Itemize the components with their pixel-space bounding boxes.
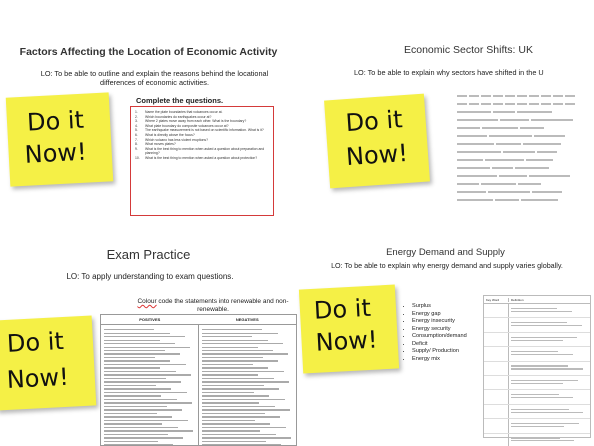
statement-line	[202, 416, 280, 417]
worksheet-cell	[469, 103, 479, 105]
question-number: 5.	[135, 128, 138, 133]
worksheet-cell	[489, 135, 532, 137]
definition-line	[511, 365, 568, 366]
learning-objective: LO: To apply understanding to exam questions.	[66, 272, 234, 281]
statement-line	[104, 353, 180, 354]
worksheet-cell	[541, 95, 551, 97]
statement-line	[104, 444, 173, 445]
worksheet-cell	[499, 175, 527, 177]
definition-line	[511, 340, 563, 341]
statement-line	[104, 371, 176, 372]
worksheet-cell	[531, 119, 573, 121]
statements-table	[100, 314, 297, 446]
definition-cell	[509, 333, 590, 346]
negatives-column	[198, 325, 296, 446]
worksheet-cell	[529, 95, 539, 97]
question-number: 8.	[135, 142, 138, 147]
worksheet-row	[457, 140, 592, 148]
statement-line	[202, 441, 266, 442]
statement-line	[202, 347, 258, 348]
worksheet-row	[457, 172, 592, 180]
statement-line	[202, 413, 265, 414]
instruction-word: Colour	[137, 298, 157, 305]
worksheet-cell	[457, 191, 486, 193]
question-number: 2.	[135, 114, 138, 119]
definition-row	[484, 405, 590, 419]
worksheet-cell	[565, 95, 575, 97]
statement-line	[104, 347, 190, 348]
worksheet-cell	[481, 95, 491, 97]
definition-row	[484, 434, 590, 446]
statement-line	[202, 434, 276, 435]
learning-objective: LO: To be able to outline and explain the reasons behind the locational differences of economic activities.	[40, 69, 269, 87]
statement-line	[104, 409, 182, 410]
sticky-note	[299, 285, 399, 374]
statement-line	[202, 437, 291, 438]
definition-cell	[509, 390, 590, 403]
statement-line	[104, 329, 154, 330]
definition-line	[511, 394, 559, 395]
definition-line	[511, 397, 573, 398]
statement-line	[104, 395, 161, 396]
statement-line	[202, 360, 278, 361]
statement-line	[104, 385, 156, 386]
worksheet-cell	[457, 183, 479, 185]
worksheet-row	[457, 100, 592, 108]
worksheet-cell	[457, 175, 497, 177]
worksheet-cell	[505, 95, 515, 97]
question-text: Where 2 plates move away from each other. What is the boundary?	[145, 119, 247, 124]
sticky-note-line2: Now!	[345, 138, 409, 172]
worksheet-cell	[457, 151, 501, 153]
definition-cell	[509, 405, 590, 418]
key-word-cell	[484, 347, 509, 360]
statement-line	[104, 336, 185, 337]
statement-line	[202, 430, 260, 431]
key-term-item: • Energy mix	[412, 356, 467, 364]
worksheet-cell	[488, 191, 530, 193]
worksheet-row	[457, 196, 592, 204]
worksheet-cell	[457, 111, 491, 113]
key-word-cell	[484, 318, 509, 331]
header-negatives: NEGATIVES	[235, 317, 259, 322]
definition-line	[511, 380, 578, 381]
key-word-cell	[484, 434, 509, 446]
definitions-table	[483, 295, 591, 438]
worksheet-cell	[493, 95, 503, 97]
statement-line	[104, 402, 192, 403]
definition-row	[484, 304, 590, 318]
statement-line	[104, 343, 175, 344]
statement-line	[202, 329, 262, 330]
definition-line	[511, 426, 564, 427]
question-number: 4.	[135, 123, 138, 128]
definition-row	[484, 318, 590, 332]
definition-line	[511, 311, 572, 312]
worksheet-row	[457, 180, 592, 188]
statement-line	[202, 340, 268, 341]
question-box	[130, 106, 274, 216]
question-number: 9.	[135, 146, 138, 151]
slide-title: Energy Demand and Supply	[386, 247, 505, 258]
statement-line	[104, 427, 178, 428]
slide-sector-shifts[interactable]	[297, 0, 594, 223]
worksheet-cell	[526, 159, 553, 161]
table-body	[484, 304, 590, 446]
key-word-cell	[484, 405, 509, 418]
statement-line	[202, 423, 270, 424]
worksheet-row	[457, 148, 592, 156]
worksheet-cell	[457, 95, 467, 97]
statement-line	[202, 427, 286, 428]
key-term-item: • Energy security	[412, 326, 467, 334]
worksheet-cell	[457, 143, 494, 145]
definition-row	[484, 376, 590, 390]
statement-line	[104, 378, 166, 379]
worksheet-row	[457, 124, 592, 132]
statement-line	[104, 333, 170, 334]
question-item	[135, 156, 269, 161]
statement-line	[104, 437, 183, 438]
colour-code-instruction	[128, 298, 297, 314]
key-word-cell	[484, 390, 509, 403]
worksheet-cell	[457, 119, 498, 121]
question-text: Which volcano has less violent eruptions?	[145, 137, 208, 142]
statement-line	[202, 371, 284, 372]
statement-line	[202, 343, 283, 344]
worksheet-cell	[457, 127, 480, 129]
header-definition: Definition	[511, 297, 524, 302]
definition-line	[511, 423, 579, 424]
sticky-note-line1: Do it	[26, 105, 85, 137]
question-number: 3.	[135, 119, 138, 124]
statement-line	[202, 381, 289, 382]
worksheet-cell	[481, 183, 516, 185]
statement-line	[202, 420, 255, 421]
worksheet-row	[457, 156, 592, 164]
question-text: The earthquake measurement is not based on scientific information. What is it?	[145, 128, 264, 133]
definition-line	[511, 322, 567, 323]
statement-line	[104, 430, 193, 431]
definition-line	[511, 325, 582, 326]
complete-heading: Complete the questions.	[136, 96, 224, 105]
worksheet-cell	[495, 199, 519, 201]
definition-line	[511, 351, 558, 352]
statement-line	[104, 367, 160, 368]
header-positives: POSITIVES	[139, 317, 161, 322]
statement-line	[202, 350, 273, 351]
statement-line	[202, 378, 274, 379]
slide-economic-activity[interactable]	[0, 0, 297, 223]
worksheet-cell	[523, 143, 561, 145]
statement-line	[202, 444, 281, 445]
question-text: What is the best thing to mention when asked a question about preparation and planning?	[145, 146, 265, 156]
worksheet-cell	[505, 103, 515, 105]
statement-line	[202, 385, 264, 386]
worksheet-cell	[520, 127, 544, 129]
definition-line	[511, 437, 560, 438]
table-header	[484, 296, 590, 304]
question-text: What is the best thing to mention when asked a question about protection?	[145, 155, 258, 160]
statement-line	[202, 392, 254, 393]
worksheet-cell	[517, 111, 552, 113]
slide-energy-demand[interactable]	[297, 223, 594, 446]
sticky-note	[324, 94, 430, 189]
statement-line	[104, 420, 188, 421]
slide-title: Factors Affecting the Location of Economic Activity	[19, 46, 278, 58]
worksheet-cell	[537, 151, 557, 153]
worksheet-cell	[493, 111, 515, 113]
definition-line	[511, 440, 574, 441]
question-number: 10.	[135, 155, 140, 160]
key-terms-list	[402, 303, 467, 363]
statement-line	[104, 374, 191, 375]
definition-line	[511, 412, 583, 413]
definition-row	[484, 390, 590, 404]
worksheet-cell	[493, 103, 503, 105]
worksheet-cell	[515, 167, 549, 169]
worksheet-cell	[503, 151, 535, 153]
statement-line	[104, 364, 186, 365]
statement-line	[202, 353, 288, 354]
statement-line	[104, 406, 167, 407]
sticky-note	[0, 315, 96, 410]
statement-line	[104, 360, 170, 361]
worksheet-cell	[529, 175, 570, 177]
worksheet-row	[457, 116, 592, 124]
key-word-cell	[484, 304, 509, 317]
worksheet-cell	[529, 103, 539, 105]
worksheet-cell	[518, 183, 541, 185]
definition-row	[484, 347, 590, 361]
worksheet-row	[457, 164, 592, 172]
statement-line	[202, 364, 253, 365]
instruction-rest: code the statements into renewable and non-renewable.	[156, 298, 289, 313]
worksheet-cell	[532, 191, 562, 193]
sticky-note-line1: Do it	[313, 293, 372, 325]
worksheet-cell	[469, 95, 479, 97]
definition-line	[511, 383, 563, 384]
key-term-item: • Energy insecurity	[412, 318, 467, 326]
definition-line	[511, 308, 557, 309]
worksheet-row	[457, 188, 592, 196]
worksheet-cell	[517, 95, 527, 97]
key-term-item: • Supply/ Production	[412, 348, 467, 356]
sticky-note-line2: Now!	[6, 362, 70, 394]
definition-line	[511, 337, 577, 338]
sticky-note	[6, 92, 114, 186]
sector-worksheet-thumbnail	[457, 92, 592, 204]
learning-objective: LO: To be able to explain why energy demand and supply varies globally.	[331, 261, 563, 270]
definition-row	[484, 333, 590, 347]
definition-cell	[509, 347, 590, 360]
statement-line	[202, 402, 259, 403]
worksheet-row	[457, 108, 592, 116]
definition-cell	[509, 376, 590, 389]
definition-row	[484, 362, 590, 376]
statement-line	[202, 336, 252, 337]
statement-line	[104, 392, 187, 393]
statement-line	[104, 416, 172, 417]
question-text: Which boundaries do earthquakes occur at?	[145, 114, 212, 119]
worksheet-cell	[457, 135, 487, 137]
question-number: 1.	[135, 110, 138, 114]
worksheet-cell	[457, 103, 467, 105]
definition-cell	[509, 304, 590, 317]
worksheet-cell	[565, 103, 575, 105]
definition-cell	[509, 419, 590, 432]
worksheet-row	[457, 92, 592, 100]
learning-objective: LO: To be able to explain why sectors have shifted in the U	[354, 68, 544, 77]
definition-row	[484, 419, 590, 433]
worksheet-cell	[457, 167, 490, 169]
worksheet-cell	[521, 199, 558, 201]
statement-line	[202, 409, 290, 410]
question-number: 6.	[135, 132, 138, 137]
definition-line	[511, 354, 573, 355]
key-term-item: • Consumption/demand	[412, 333, 467, 341]
worksheet-cell	[482, 127, 518, 129]
statement-line	[202, 367, 268, 368]
key-word-cell	[484, 376, 509, 389]
statement-line	[104, 413, 157, 414]
worksheet-cell	[457, 199, 493, 201]
sticky-note-line1: Do it	[6, 326, 65, 358]
question-item	[135, 147, 269, 156]
statement-line	[104, 399, 177, 400]
key-term-item: • Deficit	[412, 341, 467, 349]
key-term-item: • Energy gap	[412, 311, 467, 319]
worksheet-cell	[553, 103, 563, 105]
table-body	[101, 325, 296, 446]
statement-line	[202, 395, 269, 396]
worksheet-cell	[500, 119, 529, 121]
definition-cell	[509, 362, 590, 375]
statement-line	[104, 357, 155, 358]
statement-line	[104, 388, 171, 389]
worksheet-cell	[541, 103, 551, 105]
header-key-word: Key Word	[484, 298, 509, 302]
question-text: Name the plate boundaries that volcanoes occur at.	[145, 110, 223, 114]
statement-line	[104, 350, 165, 351]
sticky-note-line2: Now!	[24, 137, 88, 169]
statement-line	[104, 381, 181, 382]
sticky-note-line2: Now!	[314, 325, 379, 357]
worksheet-cell	[492, 167, 513, 169]
statement-line	[202, 357, 263, 358]
statement-line	[202, 399, 285, 400]
positives-column	[101, 325, 198, 446]
definition-cell	[509, 434, 590, 446]
key-word-cell	[484, 333, 509, 346]
question-text: What is directly above the focus?	[145, 132, 195, 137]
key-word-cell	[484, 362, 509, 375]
statement-line	[104, 423, 162, 424]
table-header	[101, 315, 296, 325]
worksheet-cell	[496, 143, 521, 145]
statement-line	[104, 434, 168, 435]
sticky-note-line1: Do it	[344, 105, 404, 138]
worksheet-cell	[517, 103, 527, 105]
slide-title: Exam Practice	[106, 247, 191, 262]
slide-title: Economic Sector Shifts: UK	[404, 44, 533, 56]
definition-cell	[509, 318, 590, 331]
worksheet-cell	[553, 95, 563, 97]
worksheet-cell	[457, 159, 483, 161]
worksheet-cell	[534, 135, 565, 137]
statement-line	[104, 441, 158, 442]
slide-exam-practice[interactable]	[0, 223, 297, 446]
key-word-cell	[484, 419, 509, 432]
question-text: What moves plates?	[145, 142, 176, 147]
definition-line	[511, 409, 569, 410]
statement-line	[202, 406, 275, 407]
worksheet-row	[457, 132, 592, 140]
statement-line	[202, 374, 258, 375]
worksheet-cell	[481, 103, 491, 105]
statement-line	[202, 333, 278, 334]
statement-line	[202, 388, 279, 389]
key-term-item: • Surplus	[412, 303, 467, 311]
worksheet-cell	[485, 159, 524, 161]
definition-line	[511, 368, 583, 369]
statement-line	[104, 340, 160, 341]
question-number: 7.	[135, 137, 138, 142]
question-text: What plate boundary do composite volcanoes occur at?	[145, 123, 229, 128]
